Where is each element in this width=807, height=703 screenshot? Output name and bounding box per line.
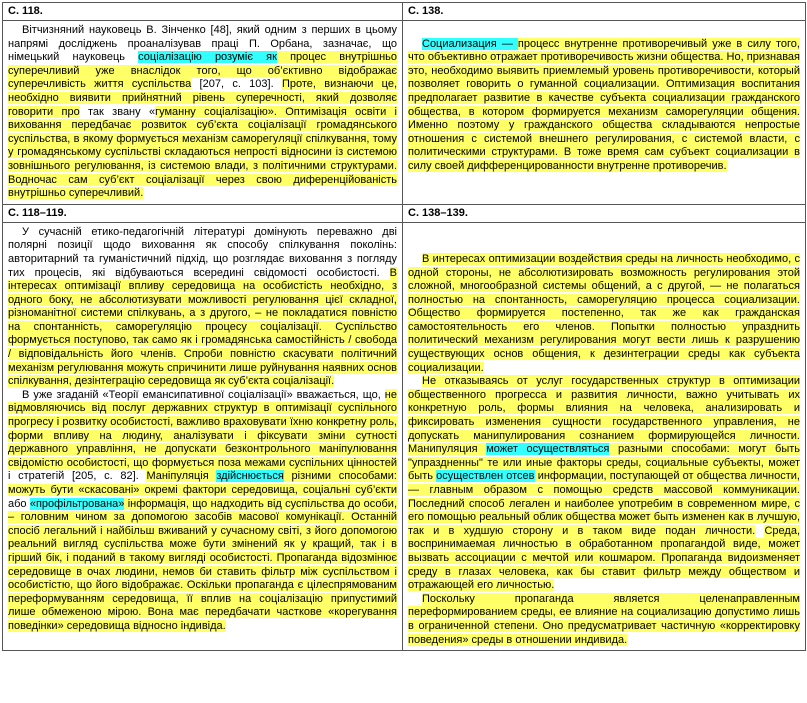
- paragraph: [408, 375, 800, 593]
- paragraph: [408, 239, 800, 253]
- content-row: [3, 222, 806, 650]
- yellow-highlight: не відмовляючись від послуг державних структур в оптимізації суспільного прогресу і розвитку особистості, важливо враховувати їхню конкретну роль, форми впливу на людину, аналізувати і фіксувати зміни сутності державного управління, не допускати безконтрольного маніпулювання свідомістю особистості, що формується поза межами суспільних цінностей: [8, 388, 397, 469]
- text-run: [207, с. 103].: [191, 78, 282, 91]
- yellow-highlight: Маніпуляція: [146, 470, 217, 483]
- original-page-ref: С. 138.: [403, 3, 806, 21]
- paragraph: [408, 38, 800, 174]
- yellow-highlight: процесс внутренне противоречивый уже в силу того, что объективно отражает противоречивость жизни общества. Но, признавая это, необходимо выявить приемлемый уровень противоречивости, который позволяет говорить о гуманной социализации. Оптимизация воспитания предполагает развитие в качестве субъекта социализации гражданского общества, в котором формируется механизм саморегуляции общения. Именно поэтому у гражданского общества складываются непростые отношения с системой внешнего регулирования, с системой власти, с политическими структурами. В тоже время сам субъект социализации в силу своей дифференцированности внутренне противоречив.: [408, 37, 800, 172]
- cyan-highlight: осуществлен отсев: [436, 470, 535, 483]
- text-run: і стратегій [205, с. 82].: [8, 470, 147, 483]
- text-run: Вітчизняний науковець В. Зінченко [48], який одним з перших в цьому напрямі досліджень проаналізував праці П. Орбана, зазначає, що німецький науковець: [8, 24, 397, 64]
- yellow-highlight: інформація, що надходить від суспільства до особи, – головним чином за допомогою засобів масової комунікації. Останній спосіб легальний і найбільш вживаний у сучасному світі, з його допомогою реальний вигляд суспільства може бути змінений як у кращий, так і в гірший бік, і поданий в такому вигляді особистості. Пропаганда відозмінює середовище в очах людини, немов би ставить фільтр між суспільством і особистістю, що його відображає. Оскільки пропаганда є цілеспрямованим переформуванням середовища, її вплив на соціалізацію припустимий лише обмеженою мірою. Вона має передбачати часткове «корегування поведінки» середовища відносно індивіда.: [8, 497, 397, 632]
- cyan-highlight: может осуществляться: [486, 443, 610, 456]
- cyan-highlight: Социализация —: [422, 37, 518, 50]
- yellow-highlight: В интересах оптимизации воздействия среды на личность необходимо, с одной стороны, не абсолютизировать возможность регулирования этой сложной, многообразной системы общений, а с другой, — не полагаться полностью на спонтанность, саморегуляцию процесса социализации. Общество формируется постепенно, так же как гражданская самостоятельность его членов. Попытки полностью упразднить политический механизм регулирования могут вести лишь к разрушению существующих основ общения, к дезинтеграции среды как субъекта социализации.: [408, 252, 800, 374]
- yellow-highlight: різними способами: можуть бути «скасовані» окремі фактори середовища, соціальні суб’єкти: [8, 470, 397, 496]
- paragraph: [8, 24, 397, 201]
- content-row: [3, 21, 806, 205]
- yellow-highlight: Среда, воспринимаемая личностью в обработанном пропагандой виде, может вызвать ассоциации с мечтой или кошмаром. Пропаганда видоизменяет среду в глазах человека, как бы ставит фильтр между обществом и отражающей его личностью.: [408, 524, 800, 592]
- yellow-highlight: Поскольку пропаганда является целенаправленным переформированием среды, ее влияние на социализацию допустимо лишь в ограниченной степени. Оно предусматривает частичную «корректировку поведения» среды в отношении индивида.: [408, 592, 800, 646]
- text-run: У сучасній етико-педагогічній літературі домінують переважно дві полярні позиції щодо виховання як способу спілкування поколінь: авторитарний та гуманістичний підхід, що розглядає виховання з погляду тих процесів, які відбуваються всередині свідомості особистості.: [8, 225, 397, 279]
- paragraph: [8, 226, 397, 389]
- cyan-highlight: соціалізацію розуміє як: [138, 51, 277, 64]
- yellow-highlight: В інтересах оптимізації впливу середовища на особистість необхідно, з одного боку, не абсолютизувати можливості регулювання цієї складної, різноманітної системи спілкувань, а з другого, – не покладатися повністю на спонтанність, саморегуляцію процесу соціалізації. Суспільство формується поступово, так само як і громадянська самостійність / свобода / відповідальність його членів. Спроби повністю скасувати політичний механізм регулювання можуть спричинити лише руйнування наявних основ спілкування, дезінтеграцію середовища як суб’єкта соціалізації.: [8, 266, 397, 388]
- yellow-highlight: гуманну соціалізацію: [155, 105, 268, 118]
- comparison-table: [2, 2, 806, 651]
- paragraph: [8, 389, 397, 634]
- text-run: так звану «: [79, 105, 156, 118]
- yellow-highlight: разными способами: могут быть "упраздненны" те или иные факторы среды, социальные субъекты, может быть: [408, 443, 801, 483]
- source-page-ref: С. 118–119.: [3, 204, 403, 222]
- yellow-highlight: ». Оптимізація освіти і виховання передбачає розвиток суб’єкта соціалізації громадянського суспільства, в якому формується механізм саморегуляції спілкування, тому у громадянському суспільстві складаються непрості відносини із системою зовнішнього регулювання, із системою влади, з політичними структурами. Водночас сам суб’єкт соціалізації через свою диференційованість внутрішньо суперечливий.: [8, 105, 397, 200]
- ukrainian-text-cell: [3, 21, 403, 205]
- header-row: [3, 204, 806, 222]
- source-page-ref: С. 118.: [3, 3, 403, 21]
- yellow-highlight: информации, поступающей от общества личности, — главным образом с помощью средств массовой коммуникации. Последний способ легален и наиболее употребим в современном мире, с его помощью реальный облик общества может быть изменен как в лучшую, так и в худшую сторону и в таком виде подан личности.: [408, 470, 800, 537]
- paragraph: [408, 593, 800, 647]
- ukrainian-text-cell: [3, 222, 403, 650]
- original-page-ref: С. 138–139.: [403, 204, 806, 222]
- text-run: В уже згаданій «Теорії емансипативної соціалізації» вважається, що,: [22, 388, 385, 401]
- yellow-highlight: процес внутрішньо суперечливий уже внаслідок того, що об’єктивно відображає суперечливість життя суспільства: [8, 51, 397, 91]
- paragraph: [408, 24, 800, 38]
- yellow-highlight: Не отказываясь от услуг государственных структур в оптимизации общественного прогресса и развития личности, важно учитывать их конкретную роль, формы влияния на человека, анализировать и фиксировать изменения сущности государственного управления, не допускать манипулирования сознанием формирующейся личности. Манипуляция: [408, 375, 800, 456]
- cyan-highlight: здійснюється: [216, 470, 284, 483]
- paragraph: [408, 226, 800, 240]
- russian-text-cell: [403, 222, 806, 650]
- russian-text-cell: [403, 21, 806, 205]
- paragraph: [408, 253, 800, 375]
- yellow-highlight: Проте, визнаючи це, необхідно виявити прийнятний рівень суперечності, який дозволяє говорити про: [8, 78, 398, 118]
- text-run: або: [8, 497, 30, 510]
- cyan-highlight: «профільтрована»: [29, 497, 125, 510]
- header-row: [3, 3, 806, 21]
